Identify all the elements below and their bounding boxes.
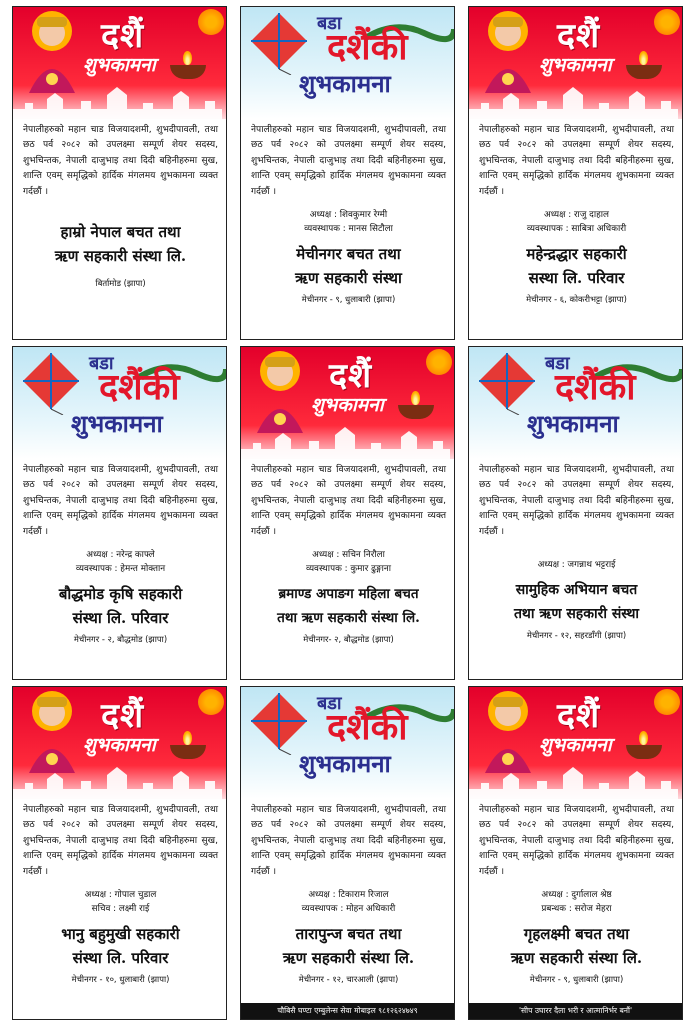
- temple-skyline-icon: [469, 85, 682, 119]
- organization-location: मेचीनगर- २, बौद्धमोड (झापा): [303, 634, 394, 645]
- organization-name: तारापुन्ज बचत तथा ऋण सहकारी संस्था लि.: [282, 925, 415, 968]
- diyo-lamp-icon: [626, 65, 662, 79]
- dashain-banner-blue: [469, 347, 682, 459]
- marigold-icon: [426, 349, 452, 375]
- greeting-dashain: दशैं: [557, 16, 601, 56]
- greeting-dashainko: दशैंकी: [327, 26, 408, 68]
- greeting-bada: बडा: [89, 353, 114, 374]
- organization-location: बिर्तामोड (झापा): [95, 278, 146, 289]
- greeting-shubhkamana: शुभकामना: [83, 734, 156, 756]
- greeting-message: नेपालीहरुको महान चाड विजयादशमी, शुभदीपावली, तथा छठ पर्व २०८२ को उपलक्ष्मा सम्पूर्ण शेयर सदस्य, शुभचिन्तक, नेपाली दाजुभाइ तथा दिदी बहिनीहरुमा सुख, शान्ति एवम् समृद्धिको हार्दिक मंगलमय शुभकामना व्यक्त गर्दछौं ।: [251, 465, 446, 537]
- kite-icon: [19, 351, 83, 415]
- greeting-card-8: [240, 686, 455, 1020]
- officers-list: अध्यक्ष : राजु दाहाल व्यवस्थापक : साबित्रा अधिकारी: [526, 210, 627, 235]
- greeting-message: नेपालीहरुको महान चाड विजयादशमी, शुभदीपावली, तथा छठ पर्व २०८२ को उपलक्ष्मा सम्पूर्ण शेयर सदस्य, शुभचिन्तक, नेपाली दाजुभाइ तथा दिदी बहिनीहरुमा सुख, शान्ति एवम् समृद्धिको हार्दिक मंगलमय शुभकामना व्यक्त गर्दछौं ।: [479, 465, 674, 537]
- dashain-banner-red: [241, 347, 454, 459]
- greeting-dashain: दशैं: [329, 356, 373, 396]
- temple-skyline-icon: [13, 765, 226, 799]
- dashain-banner-red: [469, 687, 682, 799]
- temple-skyline-icon: [13, 85, 226, 119]
- marigold-icon: [198, 9, 224, 35]
- kite-icon: [247, 691, 311, 755]
- marigold-icon: [654, 689, 680, 715]
- greeting-message: नेपालीहरुको महान चाड विजयादशमी, शुभदीपावली, तथा छठ पर्व २०८२ को उपलक्ष्मा सम्पूर्ण शेयर सदस्य, शुभचिन्तक, नेपाली दाजुभाइ तथा दिदी बहिनीहरुमा सुख, शान्ति एवम् समृद्धिको हार्दिक मंगलमय शुभकामना व्यक्त गर्दछौं ।: [479, 805, 674, 877]
- marigold-icon: [198, 689, 224, 715]
- dashain-banner-red: [13, 687, 226, 799]
- greeting-shubhkamana: शुभकामना: [311, 394, 384, 416]
- diyo-lamp-icon: [398, 405, 434, 419]
- diyo-lamp-icon: [626, 745, 662, 759]
- greeting-shubhkamana: शुभकामना: [83, 54, 156, 76]
- greeting-dashain: दशैं: [101, 16, 145, 56]
- organization-location: मेचीनगर - १०, धुलाबारी (झापा): [71, 974, 170, 985]
- flame-icon: [639, 731, 648, 745]
- greeting-message: नेपालीहरुको महान चाड विजयादशमी, शुभदीपावली, तथा छठ पर्व २०८२ को उपलक्ष्मा सम्पूर्ण शेयर सदस्य, शुभचिन्तक, नेपाली दाजुभाइ तथा दिदी बहिनीहरुमा सुख, शान्ति एवम् समृद्धिको हार्दिक मंगलमय शुभकामना व्यक्त गर्दछौं ।: [251, 125, 446, 197]
- greeting-card-3: [468, 6, 683, 340]
- officers-list: अध्यक्ष : सचिन निरौला व्यवस्थापक : कुमार ढुङ्गाना: [305, 550, 392, 575]
- greeting-card-7: [12, 686, 227, 1020]
- organization-location: मेचीनगर - ९, धुलाबारी (झापा): [301, 294, 396, 305]
- organization-location: मेचीनगर - १२, सहरडाँगी (झापा): [526, 630, 627, 641]
- kite-icon: [247, 11, 311, 75]
- diyo-lamp-icon: [170, 745, 206, 759]
- greeting-shubhkamana: शुभकामना: [539, 54, 612, 76]
- dashain-banner-blue: [13, 347, 226, 459]
- greeting-shubhkamana: शुभकामना: [539, 734, 612, 756]
- greeting-shubhkamana: शुभकामना: [71, 409, 163, 438]
- dashain-banner-blue: [241, 687, 454, 799]
- greeting-dashain: दशैं: [101, 696, 145, 736]
- greeting-message: नेपालीहरुको महान चाड विजयादशमी, शुभदीपावली, तथा छठ पर्व २०८२ को उपलक्ष्मा सम्पूर्ण शेयर सदस्य, शुभचिन्तक, नेपाली दाजुभाइ तथा दिदी बहिनीहरुमा सुख, शान्ति एवम् समृद्धिको हार्दिक मंगलमय शुभकामना व्यक्त गर्दछौं ।: [23, 125, 218, 197]
- dashain-banner-blue: [241, 7, 454, 119]
- dashain-banner-red: [469, 7, 682, 119]
- officers-list: अध्यक्ष : दुर्गालाल श्रेष्ठ प्रबन्धक : सरोज मेहरा: [541, 890, 612, 915]
- organization-name: बौद्धमोड कृषि सहकारी संस्था लि. परिवार: [58, 585, 183, 628]
- greeting-message: नेपालीहरुको महान चाड विजयादशमी, शुभदीपावली, तथा छठ पर्व २०८२ को उपलक्ष्मा सम्पूर्ण शेयर सदस्य, शुभचिन्तक, नेपाली दाजुभाइ तथा दिदी बहिनीहरुमा सुख, शान्ति एवम् समृद्धिको हार्दिक मंगलमय शुभकामना व्यक्त गर्दछौं ।: [479, 125, 674, 197]
- organization-location: मेचीनगर - २, बौद्धमोड (झापा): [73, 634, 168, 645]
- greeting-dashainko: दशैंकी: [99, 366, 180, 408]
- organization-location: मेचीनगर - १२, चारआली (झापा): [298, 974, 399, 985]
- organization-name: महेन्द्रद्धार सहकारी सस्था लि. परिवार: [526, 245, 627, 288]
- greeting-message: नेपालीहरुको महान चाड विजयादशमी, शुभदीपावली, तथा छठ पर्व २०८२ को उपलक्ष्मा सम्पूर्ण शेयर सदस्य, शुभचिन्तक, नेपाली दाजुभाइ तथा दिदी बहिनीहरुमा सुख, शान्ति एवम् समृद्धिको हार्दिक मंगलमय शुभकामना व्यक्त गर्दछौं ।: [23, 805, 218, 877]
- organization-name: गृहलक्ष्मी बचत तथा ऋण सहकारी संस्था लि.: [510, 925, 643, 968]
- flame-icon: [411, 391, 420, 405]
- greeting-card-4: [12, 346, 227, 680]
- marigold-icon: [654, 9, 680, 35]
- footer-banner: चौबिसै घण्टा एम्बुलेन्स सेवा मोबाइल ९८१२६२४७४९: [241, 1003, 454, 1019]
- goddess-durga-image: [477, 689, 539, 773]
- greeting-card-9: [468, 686, 683, 1020]
- greeting-card-6: [468, 346, 683, 680]
- greeting-dashainko: दशैंकी: [327, 706, 408, 748]
- goddess-durga-image: [21, 9, 83, 93]
- goddess-durga-image: [249, 349, 311, 433]
- greeting-message: नेपालीहरुको महान चाड विजयादशमी, शुभदीपावली, तथा छठ पर्व २०८२ को उपलक्ष्मा सम्पूर्ण शेयर सदस्य, शुभचिन्तक, नेपाली दाजुभाइ तथा दिदी बहिनीहरुमा सुख, शान्ति एवम् समृद्धिको हार्दिक मंगलमय शुभकामना व्यक्त गर्दछौं ।: [251, 805, 446, 877]
- organization-location: मेचीनगर - ९, धुलाबारी (झापा): [529, 974, 624, 985]
- organization-location: मेचीनगर - ६, कोकरीभट्टा (झापा): [526, 294, 627, 305]
- flame-icon: [639, 51, 648, 65]
- greeting-dashain: दशैं: [557, 696, 601, 736]
- flame-icon: [183, 51, 192, 65]
- greeting-card-1: [12, 6, 227, 340]
- diyo-lamp-icon: [170, 65, 206, 79]
- temple-skyline-icon: [241, 425, 454, 459]
- organization-name: ब्रमाण्ड अपाङग महिला बचत तथा ऋण सहकारी संस्था लि.: [277, 586, 420, 627]
- greeting-shubhkamana: शुभकामना: [299, 749, 391, 778]
- officers-list: अध्यक्ष : जगन्नाथ भट्टराई: [537, 560, 616, 571]
- greeting-bada: बडा: [317, 13, 342, 34]
- organization-name: सामुहिक अभियान बचत तथा ऋण सहकारी संस्था: [513, 582, 640, 623]
- officers-list: अध्यक्ष : टिकाराम रिजाल व्यवस्थापक : मोहन अधिकारी: [301, 890, 396, 915]
- greeting-shubhkamana: शुभकामना: [527, 409, 619, 438]
- organization-name: भानु बहुमुखी सहकारी संस्था लि. परिवार: [61, 925, 180, 968]
- kite-icon: [475, 351, 539, 415]
- goddess-durga-image: [21, 689, 83, 773]
- goddess-durga-image: [477, 9, 539, 93]
- officers-list: अध्यक्ष : शिवकुमार रेग्मी व्यवस्थापक : मानस सिटौला: [304, 210, 393, 235]
- greeting-bada: बडा: [317, 693, 342, 714]
- officers-list: अध्यक्ष : गोपाल चुडाल सचिव : लक्ष्मी राई: [84, 890, 157, 915]
- greeting-bada: बडा: [545, 353, 570, 374]
- organization-name: मेचीनगर बचत तथा ऋण सहकारी संस्था: [295, 245, 402, 288]
- flame-icon: [183, 731, 192, 745]
- greeting-shubhkamana: शुभकामना: [299, 69, 391, 98]
- organization-name: हाम्रो नेपाल बचत तथा ऋण सहकारी संस्था लि.: [54, 223, 187, 266]
- officers-list: अध्यक्ष : नरेन्द्र काफ्ले व्यवस्थापक : हेमन्त मोक्तान: [75, 550, 166, 575]
- footer-banner: 'सीप उघारर दैला भरी र आत्मानिर्भर बनौं': [469, 1003, 682, 1019]
- dashain-banner-red: [13, 7, 226, 119]
- greeting-dashainko: दशैंकी: [555, 366, 636, 408]
- temple-skyline-icon: [469, 765, 682, 799]
- greeting-card-5: [240, 346, 455, 680]
- greeting-message: नेपालीहरुको महान चाड विजयादशमी, शुभदीपावली, तथा छठ पर्व २०८२ को उपलक्ष्मा सम्पूर्ण शेयर सदस्य, शुभचिन्तक, नेपाली दाजुभाइ तथा दिदी बहिनीहरुमा सुख, शान्ति एवम् समृद्धिको हार्दिक मंगलमय शुभकामना व्यक्त गर्दछौं ।: [23, 465, 218, 537]
- greeting-card-2: [240, 6, 455, 340]
